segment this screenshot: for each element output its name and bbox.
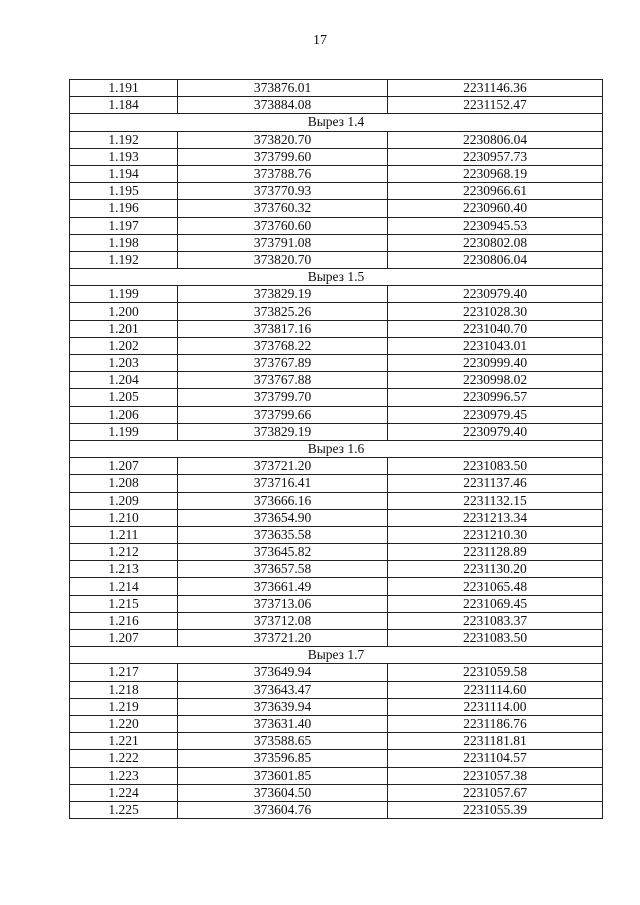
table-row [70,286,603,303]
table-row [70,406,603,423]
x-coordinate-cell: 373721.20 [178,630,388,647]
x-coordinate-cell: 373820.70 [178,131,388,148]
y-coordinate-cell: 2231152.47 [388,97,603,114]
table-row [70,612,603,629]
section-title: Вырез 1.7 [70,647,603,664]
y-coordinate-cell: 2231059.58 [388,664,603,681]
coordinates-table [69,79,603,819]
x-coordinate-cell: 373820.70 [178,251,388,268]
x-coordinate-cell: 373829.19 [178,423,388,440]
point-id-cell: 1.218 [70,681,178,698]
y-coordinate-cell: 2231213.34 [388,509,603,526]
table-row [70,355,603,372]
y-coordinate-cell: 2230999.40 [388,355,603,372]
x-coordinate-cell: 373799.70 [178,389,388,406]
x-coordinate-cell: 373825.26 [178,303,388,320]
x-coordinate-cell: 373649.94 [178,664,388,681]
x-coordinate-cell: 373791.08 [178,234,388,251]
point-id-cell: 1.219 [70,698,178,715]
table-row [70,801,603,818]
y-coordinate-cell: 2230968.19 [388,165,603,182]
y-coordinate-cell: 2231114.00 [388,698,603,715]
y-coordinate-cell: 2231186.76 [388,715,603,732]
point-id-cell: 1.196 [70,200,178,217]
x-coordinate-cell: 373713.06 [178,595,388,612]
y-coordinate-cell: 2231057.67 [388,784,603,801]
point-id-cell: 1.207 [70,458,178,475]
table-row [70,423,603,440]
x-coordinate-cell: 373631.40 [178,715,388,732]
point-id-cell: 1.199 [70,286,178,303]
x-coordinate-cell: 373770.93 [178,183,388,200]
y-coordinate-cell: 2231069.45 [388,595,603,612]
table-row [70,750,603,767]
table-row [70,165,603,182]
y-coordinate-cell: 2231065.48 [388,578,603,595]
point-id-cell: 1.194 [70,165,178,182]
table-row [70,80,603,97]
point-id-cell: 1.206 [70,406,178,423]
x-coordinate-cell: 373788.76 [178,165,388,182]
table-row [70,595,603,612]
point-id-cell: 1.199 [70,423,178,440]
table-row [70,372,603,389]
point-id-cell: 1.201 [70,320,178,337]
x-coordinate-cell: 373635.58 [178,526,388,543]
table-row [70,715,603,732]
x-coordinate-cell: 373654.90 [178,509,388,526]
table-row [70,97,603,114]
y-coordinate-cell: 2230979.45 [388,406,603,423]
point-id-cell: 1.212 [70,544,178,561]
point-id-cell: 1.204 [70,372,178,389]
point-id-cell: 1.193 [70,148,178,165]
point-id-cell: 1.224 [70,784,178,801]
point-id-cell: 1.222 [70,750,178,767]
table-row [70,337,603,354]
point-id-cell: 1.203 [70,355,178,372]
table-row [70,784,603,801]
y-coordinate-cell: 2231083.37 [388,612,603,629]
y-coordinate-cell: 2230957.73 [388,148,603,165]
table-row [70,234,603,251]
x-coordinate-cell: 373760.60 [178,217,388,234]
y-coordinate-cell: 2231104.57 [388,750,603,767]
table-row [70,251,603,268]
section-header-row [70,114,603,131]
section-header-row [70,440,603,457]
y-coordinate-cell: 2231040.70 [388,320,603,337]
x-coordinate-cell: 373876.01 [178,80,388,97]
x-coordinate-cell: 373604.50 [178,784,388,801]
x-coordinate-cell: 373817.16 [178,320,388,337]
section-title: Вырез 1.6 [70,440,603,457]
y-coordinate-cell: 2231055.39 [388,801,603,818]
y-coordinate-cell: 2231137.46 [388,475,603,492]
x-coordinate-cell: 373643.47 [178,681,388,698]
point-id-cell: 1.192 [70,251,178,268]
table-row [70,681,603,698]
y-coordinate-cell: 2231146.36 [388,80,603,97]
point-id-cell: 1.215 [70,595,178,612]
point-id-cell: 1.198 [70,234,178,251]
page-number: 17 [313,33,327,48]
table-row [70,561,603,578]
table-row [70,492,603,509]
table-row [70,526,603,543]
table-row [70,509,603,526]
point-id-cell: 1.207 [70,630,178,647]
x-coordinate-cell: 373712.08 [178,612,388,629]
section-title: Вырез 1.5 [70,269,603,286]
y-coordinate-cell: 2231132.15 [388,492,603,509]
point-id-cell: 1.184 [70,97,178,114]
table-row [70,217,603,234]
x-coordinate-cell: 373884.08 [178,97,388,114]
section-title: Вырез 1.4 [70,114,603,131]
y-coordinate-cell: 2230806.04 [388,251,603,268]
y-coordinate-cell: 2231181.81 [388,733,603,750]
y-coordinate-cell: 2230960.40 [388,200,603,217]
table-row [70,389,603,406]
x-coordinate-cell: 373661.49 [178,578,388,595]
table-row [70,767,603,784]
y-coordinate-cell: 2231130.20 [388,561,603,578]
y-coordinate-cell: 2231083.50 [388,458,603,475]
x-coordinate-cell: 373588.65 [178,733,388,750]
point-id-cell: 1.214 [70,578,178,595]
x-coordinate-cell: 373767.88 [178,372,388,389]
table-row [70,131,603,148]
point-id-cell: 1.223 [70,767,178,784]
y-coordinate-cell: 2230806.04 [388,131,603,148]
point-id-cell: 1.208 [70,475,178,492]
y-coordinate-cell: 2230979.40 [388,286,603,303]
y-coordinate-cell: 2230998.02 [388,372,603,389]
y-coordinate-cell: 2230802.08 [388,234,603,251]
x-coordinate-cell: 373645.82 [178,544,388,561]
point-id-cell: 1.192 [70,131,178,148]
table-row [70,458,603,475]
y-coordinate-cell: 2231043.01 [388,337,603,354]
point-id-cell: 1.213 [70,561,178,578]
table-row [70,544,603,561]
y-coordinate-cell: 2231083.50 [388,630,603,647]
x-coordinate-cell: 373767.89 [178,355,388,372]
x-coordinate-cell: 373604.76 [178,801,388,818]
x-coordinate-cell: 373799.60 [178,148,388,165]
section-header-row [70,647,603,664]
x-coordinate-cell: 373829.19 [178,286,388,303]
point-id-cell: 1.197 [70,217,178,234]
table-row [70,664,603,681]
x-coordinate-cell: 373716.41 [178,475,388,492]
point-id-cell: 1.217 [70,664,178,681]
y-coordinate-cell: 2231057.38 [388,767,603,784]
point-id-cell: 1.200 [70,303,178,320]
y-coordinate-cell: 2231028.30 [388,303,603,320]
x-coordinate-cell: 373760.32 [178,200,388,217]
point-id-cell: 1.225 [70,801,178,818]
point-id-cell: 1.195 [70,183,178,200]
section-header-row [70,269,603,286]
x-coordinate-cell: 373657.58 [178,561,388,578]
x-coordinate-cell: 373666.16 [178,492,388,509]
point-id-cell: 1.210 [70,509,178,526]
table-row [70,733,603,750]
table-row [70,183,603,200]
table-row [70,303,603,320]
table-row [70,320,603,337]
point-id-cell: 1.221 [70,733,178,750]
y-coordinate-cell: 2231210.30 [388,526,603,543]
point-id-cell: 1.209 [70,492,178,509]
x-coordinate-cell: 373639.94 [178,698,388,715]
table-row [70,148,603,165]
point-id-cell: 1.211 [70,526,178,543]
y-coordinate-cell: 2230996.57 [388,389,603,406]
y-coordinate-cell: 2231128.89 [388,544,603,561]
point-id-cell: 1.220 [70,715,178,732]
y-coordinate-cell: 2230966.61 [388,183,603,200]
point-id-cell: 1.216 [70,612,178,629]
x-coordinate-cell: 373601.85 [178,767,388,784]
coordinates-table-body [70,80,603,819]
point-id-cell: 1.202 [70,337,178,354]
x-coordinate-cell: 373768.22 [178,337,388,354]
table-row [70,698,603,715]
x-coordinate-cell: 373596.85 [178,750,388,767]
table-row [70,578,603,595]
x-coordinate-cell: 373721.20 [178,458,388,475]
point-id-cell: 1.191 [70,80,178,97]
x-coordinate-cell: 373799.66 [178,406,388,423]
table-row [70,630,603,647]
y-coordinate-cell: 2230979.40 [388,423,603,440]
y-coordinate-cell: 2230945.53 [388,217,603,234]
table-row [70,475,603,492]
table-row [70,200,603,217]
y-coordinate-cell: 2231114.60 [388,681,603,698]
point-id-cell: 1.205 [70,389,178,406]
